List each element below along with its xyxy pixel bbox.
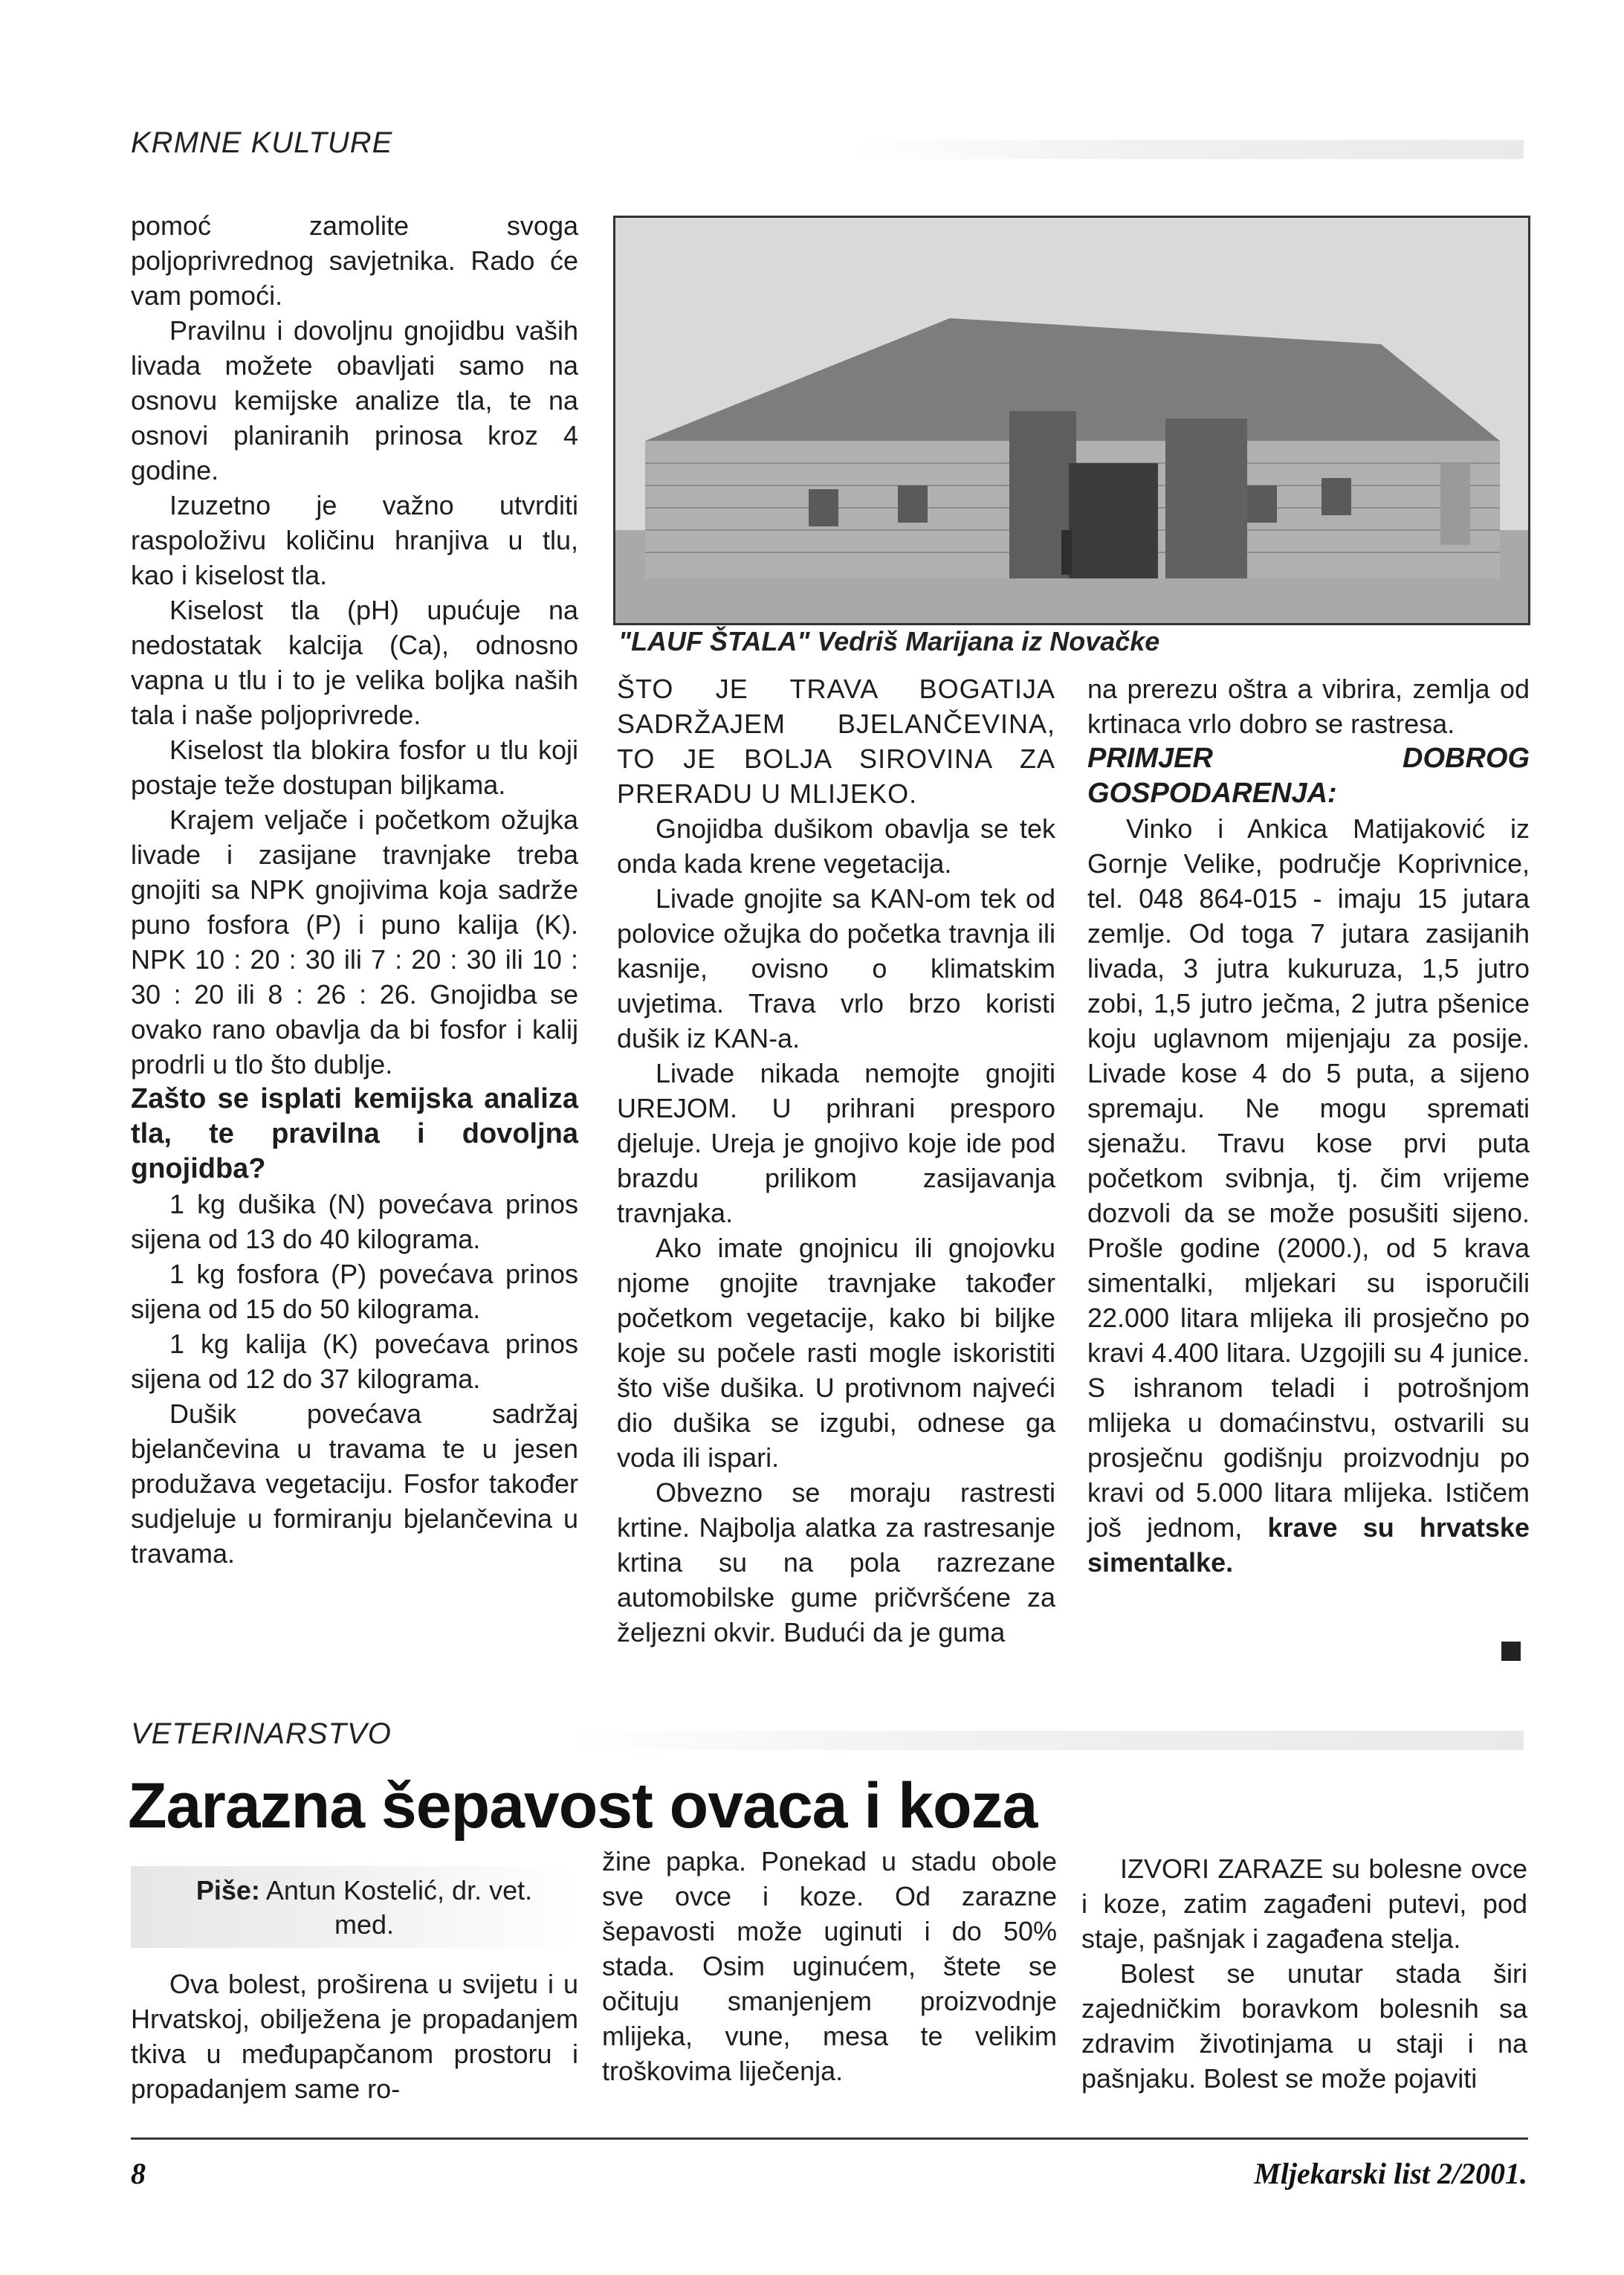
paragraph: Dušik povećava sadržaj bjelančevina u travama te u jesen produžava vegetaciju. Fosfor također sudjeluje u formiranju bjelančevina u travama. xyxy=(131,1398,578,1569)
paragraph xyxy=(1087,811,1530,1580)
photo-caption: "LAUF ŠTALA" Vedriš Marijana iz Novačke xyxy=(618,626,1160,656)
article-headline: Zarazna šepavost ovaca i koza xyxy=(128,1770,1038,1842)
paragraph: Livade gnojite sa KAN-om tek od polovice ožujka do početka travnja ili kasnije, ovisno o klimatskim uvjetima. Trava vrlo brzo koristi dušik iz KAN-a. xyxy=(617,883,1055,1053)
byline xyxy=(171,1874,557,1942)
paragraph: Izuzetno je važno utvrditi raspoloživu količinu hranjiva u tlu, kao i kiselost tla. xyxy=(131,490,578,590)
article-column-2 xyxy=(617,671,1055,1650)
paragraph: Bolest se unutar stada širi zajedničkim boravkom bolesnih sa zdravim životinjama u staji i na pašnjaku. Bolest se može pojaviti xyxy=(1081,1958,1527,2094)
section-label-krmne-kulture: KRMNE KULTURE xyxy=(131,126,393,159)
article2-column-2 xyxy=(602,1844,1057,2088)
paragraph: Krajem veljače i početkom ožujka livade i zasijane travnjake treba gnojiti sa NPK gnojivima koja sadrže puno fosfora (P) i puno kalija (K). NPK 10 : 20 : 30 ili 7 : 20 : 30 ili 10 : 30 : 20 ili 8 : 26 : 26. Gnojidba se ovako rano obavlja da bi fosfor i kalij prodrli u tlo što dublje. xyxy=(131,804,578,1080)
paragraph: žine papka. Ponekad u stadu obole sve ovce i koze. Od zarazne šepavosti može uginuti i do 50% stada. Osim uginućem, štete se očituju smanjenjem proizvodnje mlijeka, vune, mesa te velikim troškovima liječenja. xyxy=(602,1846,1057,2086)
paragraph: Pravilnu i dovoljnu gnojidbu vaših livada možete obavljati samo na osnovu kemijske analize tla, te na osnovi planiranih prinosa kroz 4 godine. xyxy=(131,315,578,485)
paragraph: Gnojidba dušikom obavlja se tek onda kada krene vegetacija. xyxy=(617,813,1055,879)
publication-name: Mljekarski list 2/2001. xyxy=(1254,2157,1527,2190)
paragraph: Ova bolest, proširena u svijetu i u Hrvatskoj, obilježena je propadanjem tkiva u međupapčanom prostoru i propadanjem same ro- xyxy=(131,1969,578,2104)
section-label-veterinarstvo: VETERINARSTVO xyxy=(131,1717,392,1750)
section-label-bar xyxy=(855,140,1524,159)
byline-label: Piše: xyxy=(195,1875,260,1905)
paragraph: Kiselost tla blokira fosfor u tlu koji postaje teže dostupan biljkama. xyxy=(131,735,578,800)
paragraph-body: Vinko i Ankica Matijaković iz Gornje Velike, područje Koprivnice, tel. 048 864-015 - imaju 15 jutara zemlje. Od toga 7 jutara zasijanih livada, 3 jutra kukuruza, 1,5 jutro zobi, 1,5 jutro ječma, 2 jutra pšenice koju uglavnom mijenjaju za posije. Livade kose 4 do 5 puta, a sijeno spremaju. Ne mogu spremati sjenažu. Travu kose prvi puta početkom svibnja, tj. čim vrijeme dozvoli da se može posušiti sijeno. Prošle godine (2000.), od 5 krava simentalki, mljekari su isporučili 22.000 litara mlijeka ili prosječno po kravi 4.400 litara. Uzgojili su 4 junice. S ishranom teladi i potrošnjom mlijeka u domaćinstvu, ostvarili su prosječnu godišnju proizvodnju po kravi od 5.000 litara mlijeka. Ističem još jednom, xyxy=(1087,813,1530,1543)
barn-photo xyxy=(613,216,1530,625)
footer-rule xyxy=(131,2137,1528,2140)
article2-column-3 xyxy=(1081,1851,1527,2096)
byline-name: Antun Kostelić, dr. vet. med. xyxy=(265,1875,533,1940)
end-of-article-mark xyxy=(1501,1642,1521,1661)
article2-column-1 xyxy=(131,1966,578,2106)
page-number: 8 xyxy=(131,2157,146,2190)
paragraph: Ako imate gnojnicu ili gnojovku njome gnojite travnjake također početkom vegetacije, kako bi biljke koje su počele rasti mogle iskoristiti što više dušika. U protivnom najveći dio dušika se izgubi, odnese ga voda ili ispari. xyxy=(617,1233,1055,1473)
section-label-bar-2 xyxy=(565,1731,1524,1750)
paragraph-bold-end: krave su hrvatske simentalke. xyxy=(1087,1512,1530,1578)
paragraph: 1 kg dušika (N) povećava prinos sijena od 13 do 40 kilograma. xyxy=(131,1189,578,1254)
paragraph: na prerezu oštra a vibrira, zemlja od krtinaca vrlo dobro se rastresa. xyxy=(1087,674,1530,739)
article-column-3 xyxy=(1087,671,1530,1580)
paragraph: IZVORI ZARAZE su bolesne ovce i koze, zatim zagađeni putevi, pod staje, pašnjak i zagađena stelja. xyxy=(1081,1853,1527,1954)
paragraph: Kiselost tla (pH) upućuje na nedostatak kalcija (Ca), odnosno vapna u tlu i to je velika boljka naših tala i naše poljoprivrede. xyxy=(131,595,578,730)
subheading-question: Zašto se isplati kemijska analiza tla, te pravilna i dovoljna gnojidba? xyxy=(131,1083,578,1184)
caps-statement: ŠTO JE TRAVA BOGATIJA SADRŽAJEM BJELANČEVINA, TO JE BOLJA SIROVINA ZA PRERADU U MLIJEKO. xyxy=(617,674,1055,809)
article-column-1 xyxy=(131,208,578,1571)
paragraph: Livade nikada nemojte gnojiti UREJOM. U prihrani presporo djeluje. Ureja je gnojivo koje ide pod brazdu prilikom zasijavanja travnjaka. xyxy=(617,1058,1055,1228)
paragraph: pomoć zamolite svoga poljoprivrednog savjetnika. Rado će vam pomoći. xyxy=(131,210,578,311)
paragraph: 1 kg fosfora (P) povećava prinos sijena od 15 do 50 kilograma. xyxy=(131,1259,578,1324)
paragraph: 1 kg kalija (K) povećava prinos sijena od 12 do 37 kilograma. xyxy=(131,1329,578,1394)
subheading-primjer: PRIMJER DOBROG GOSPODARENJA: xyxy=(1087,743,1530,809)
paragraph: Obvezno se moraju rastresti krtine. Najbolja alatka za rastresanje krtina su na pola razrezane automobilske gume pričvršćene za željezni okvir. Budući da je guma xyxy=(617,1477,1055,1648)
barn-illustration xyxy=(615,218,1528,623)
